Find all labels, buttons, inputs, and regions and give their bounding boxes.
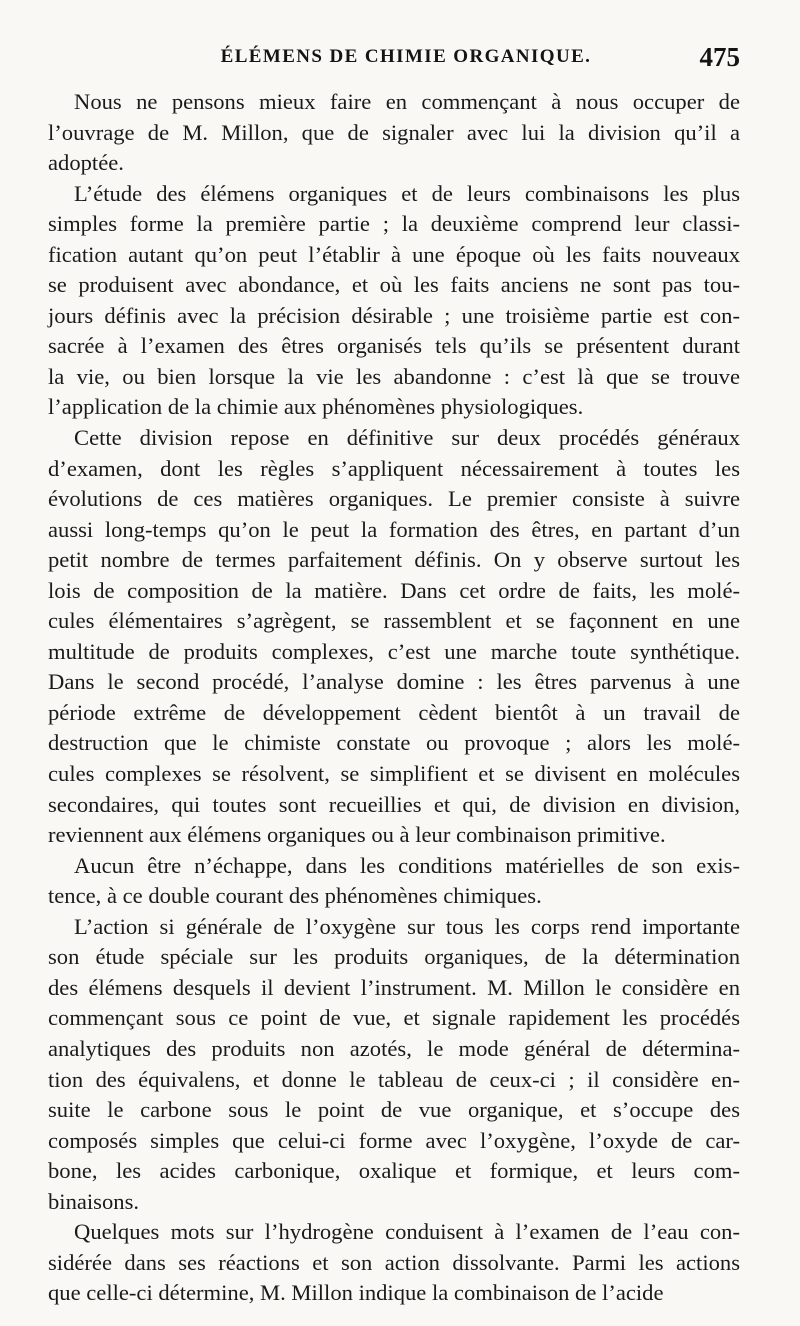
text-line: adoptée. (48, 150, 124, 176)
paragraph (48, 1217, 740, 1309)
text-line: petit nombre de termes parfaitement définis. On y observe surtout les (48, 547, 740, 573)
text-line: binaisons. (48, 1188, 140, 1214)
text-line: composés simples que celui-ci forme avec l’oxygène, l’oxyde de car- (48, 1127, 740, 1153)
text-line: L’action si générale de l’oxygène sur tous les corps rend importante (74, 913, 740, 939)
paragraph (48, 87, 740, 179)
text-line: destruction que le chimiste constate ou provoque ; alors les molé- (48, 730, 740, 756)
text-line: Dans le second procédé, l’analyse domine : les êtres parvenus à une (48, 669, 740, 695)
text-line: jours définis avec la précision désirable ; une troisième partie est con- (48, 302, 740, 328)
page-header (48, 42, 740, 82)
text-line: que celle-ci détermine, M. Millon indique la combinaison de l’acide (48, 1280, 664, 1306)
text-line: Quelques mots sur l’hydrogène conduisent à l’examen de l’eau con- (74, 1219, 740, 1245)
paragraph (48, 423, 740, 851)
text-line: fication autant qu’on peut l’établir à une époque où les faits nouveaux (48, 241, 740, 267)
text-line: tion des équivalens, et donne le tableau de ceux-ci ; il considère en- (48, 1066, 740, 1092)
page-number: 475 (699, 42, 740, 72)
text-line: la vie, ou bien lorsque la vie les abandonne : c’est là que se trouve (48, 363, 740, 389)
text-line: cules complexes se résolvent, se simplifient et se divisent en molécules (48, 761, 740, 787)
text-line: analytiques des produits non azotés, le mode général de détermina- (48, 1035, 740, 1061)
text-line: L’étude des élémens organiques et de leurs combinaisons les plus (74, 180, 740, 206)
text-line: se produisent avec abondance, et où les faits anciens ne sont pas tou- (48, 272, 740, 298)
paragraph (48, 179, 740, 423)
text-line: tence, à ce double courant des phénomènes chimiques. (48, 883, 542, 909)
text-line: sidérée dans ses réactions et son action dissolvante. Parmi les actions (48, 1249, 740, 1275)
text-line: évolutions de ces matières organiques. Le premier consiste à suivre (48, 486, 740, 512)
text-line: simples forme la première partie ; la deuxième comprend leur classi- (48, 211, 740, 237)
text-line: l’ouvrage de M. Millon, que de signaler avec lui la division qu’il a (48, 119, 740, 145)
text-line: sacrée à l’examen des êtres organisés tels qu’ils se présentent durant (48, 333, 740, 359)
text-line: Aucun être n’échappe, dans les conditions matérielles de son exis- (74, 852, 740, 878)
text-line: aussi long-temps qu’on le peut la formation des êtres, en partant d’un (48, 516, 740, 542)
text-line: secondaires, qui toutes sont recueillies et qui, de division en division, (48, 791, 740, 817)
text-line: son étude spéciale sur les produits organiques, de la détermination (48, 944, 740, 970)
text-line: commençant sous ce point de vue, et signale rapidement les procédés (48, 1005, 740, 1031)
text-line: des élémens desquels il devient l’instrument. M. Millon le considère en (48, 974, 740, 1000)
text-line: lois de composition de la matière. Dans cet ordre de faits, les molé- (48, 577, 740, 603)
text-line: l’application de la chimie aux phénomènes physiologiques. (48, 394, 584, 420)
text-line: Cette division repose en définitive sur deux procédés généraux (74, 425, 740, 451)
text-line: multitude de produits complexes, c’est une marche toute synthétique. (48, 638, 740, 664)
text-line: d’examen, dont les règles s’appliquent nécessairement à toutes les (48, 455, 740, 481)
text-line: bone, les acides carbonique, oxalique et formique, et leurs com- (48, 1158, 740, 1184)
paragraph (48, 851, 740, 912)
text-line: suite le carbone sous le point de vue organique, et s’occupe des (48, 1097, 740, 1123)
text-line: Nous ne pensons mieux faire en commençant à nous occuper de (74, 89, 740, 114)
text-line: période extrême de développement cèdent bientôt à un travail de (48, 699, 740, 725)
running-title: ÉLÉMENS DE CHIMIE ORGANIQUE. (220, 46, 592, 67)
text-line: reviennent aux élémens organiques ou à leur combinaison primitive. (48, 822, 666, 848)
body-text (48, 87, 740, 1309)
paragraph (48, 912, 740, 1217)
text-line: cules élémentaires s’agrègent, se rassemblent et se façonnent en une (48, 608, 740, 634)
